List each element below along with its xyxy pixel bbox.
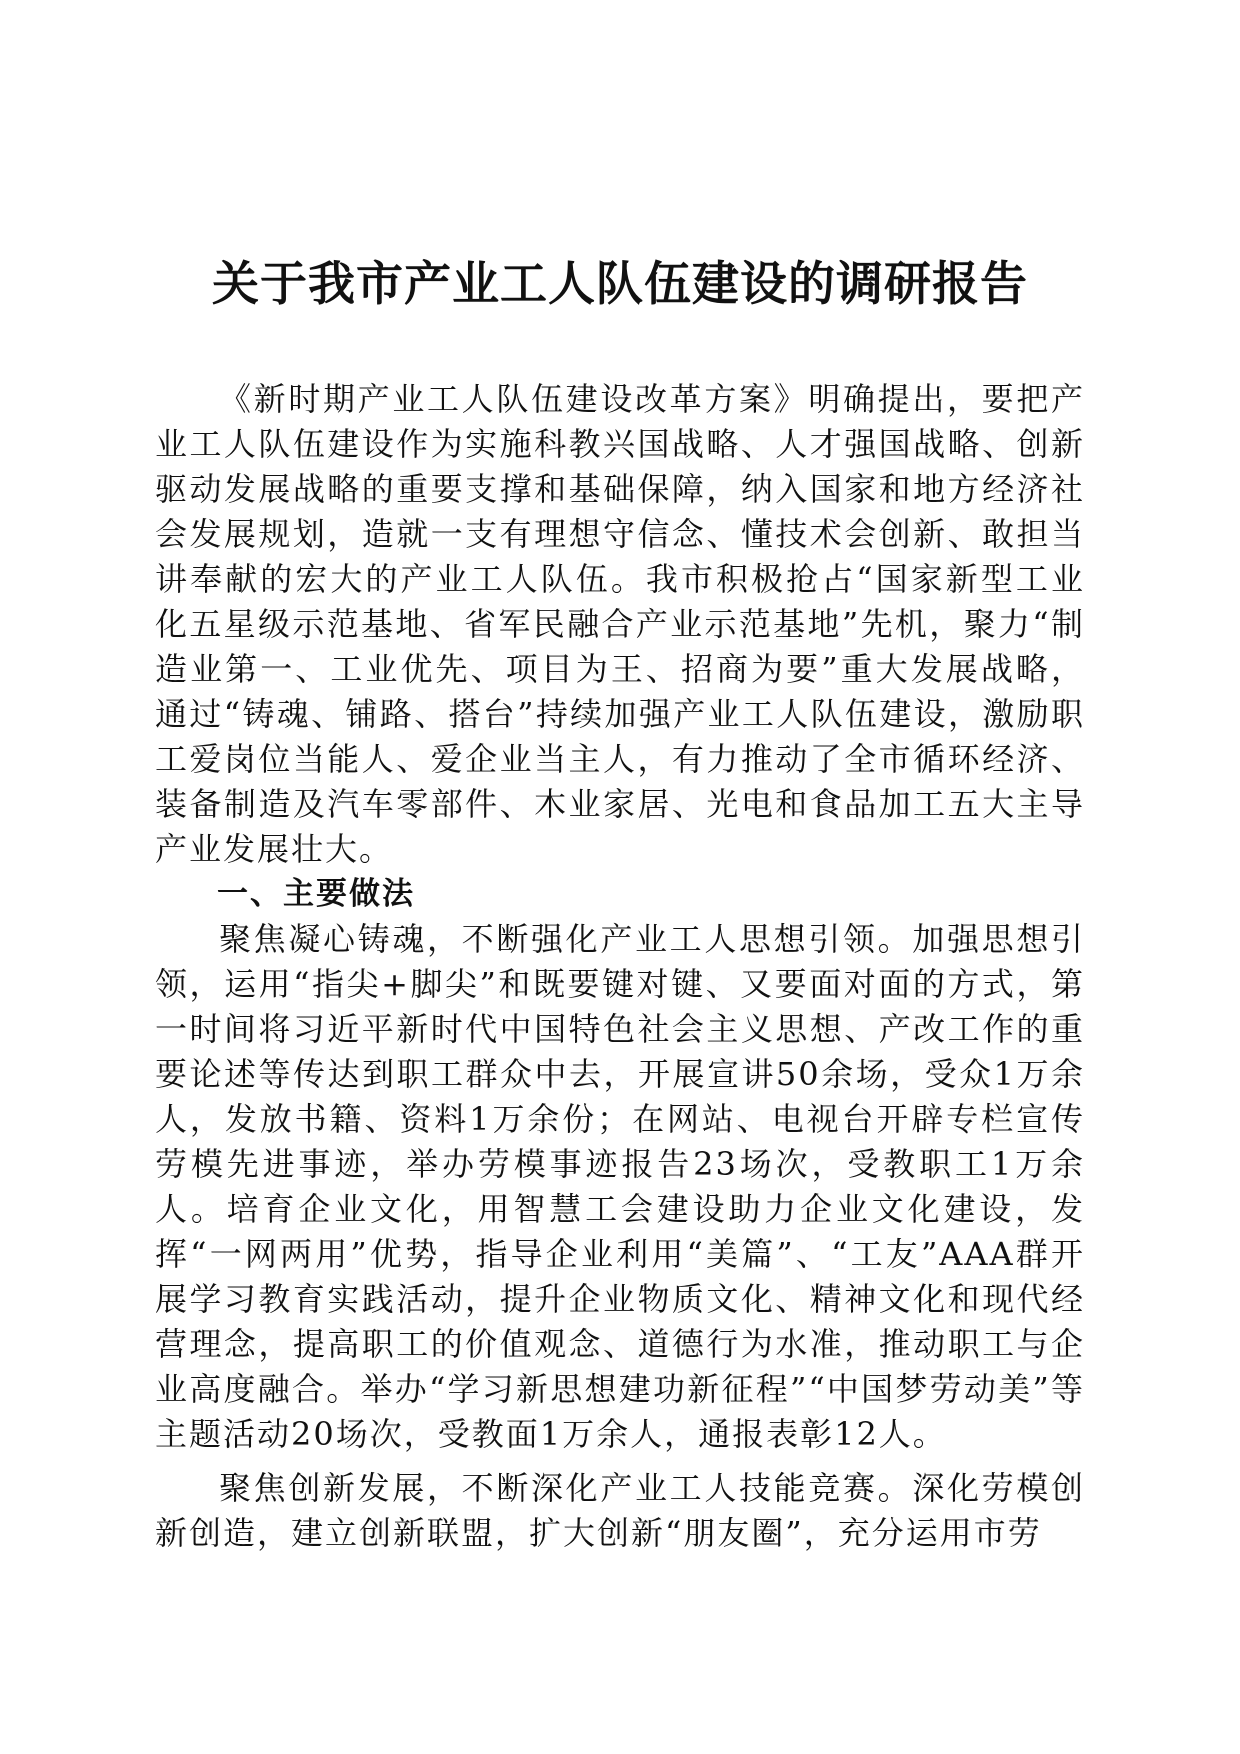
intro-paragraph: 《新时期产业工人队伍建设改革方案》明确提出，要把产业工人队伍建设作为实施科教兴国战略、人才强国战略、创新驱动发展战略的重要支撑和基础保障，纳入国家和地方经济社会发展规划，造就一支有理想守信念、懂技术会创新、敢担当讲奉献的宏大的产业工人队伍。我市积极抢占“国家新型工业化五星级示范基地、省军民融合产业示范基地”先机，聚力“制造业第一、工业优先、项目为王、招商为要”重大发展战略，通过“铸魂、铺路、搭台”持续加强产业工人队伍建设，激励职工爱岗位当能人、爱企业当主人，有力推动了全市循环经济、装备制造及汽车零部件、木业家居、光电和食品加工五大主导产业发展壮大。 (155, 380, 1085, 868)
document-title: 关于我市产业工人队伍建设的调研报告 (212, 257, 1028, 312)
section-paragraph: 聚焦凝心铸魂，不断强化产业工人思想引领。加强思想引领，运用“指尖+脚尖”和既要键对键、又要面对面的方式，第一时间将习近平新时代中国特色社会主义思想、产改工作的重要论述等传达到职工群众中去，开展宣讲50余场，受众1万余人，发放书籍、资料1万余份；在网站、电视台开辟专栏宣传劳模先进事迹，举办劳模事迹报告23场次，受教职工1万余人。培育企业文化，用智慧工会建设助力企业文化建设，发挥“一网两用”优势，指导企业利用“美篇”、“工友”AAA群开展学习教育实践活动，提升企业物质文化、精神文化和现代经营理念，提高职工的价值观念、道德行为水准，推动职工与企业高度融合。举办“学习新思想建功新征程”“中国梦劳动美”等主题活动20场次，受教面1万余人，通报表彰12人。 (155, 920, 1085, 1453)
section-heading: 一、主要做法 (217, 876, 415, 912)
document-body (155, 377, 1085, 1556)
section-paragraph: 聚焦创新发展，不断深化产业工人技能竞赛。深化劳模创新创造，建立创新联盟，扩大创新“朋友圈”，充分运用市劳 (155, 1469, 1085, 1552)
